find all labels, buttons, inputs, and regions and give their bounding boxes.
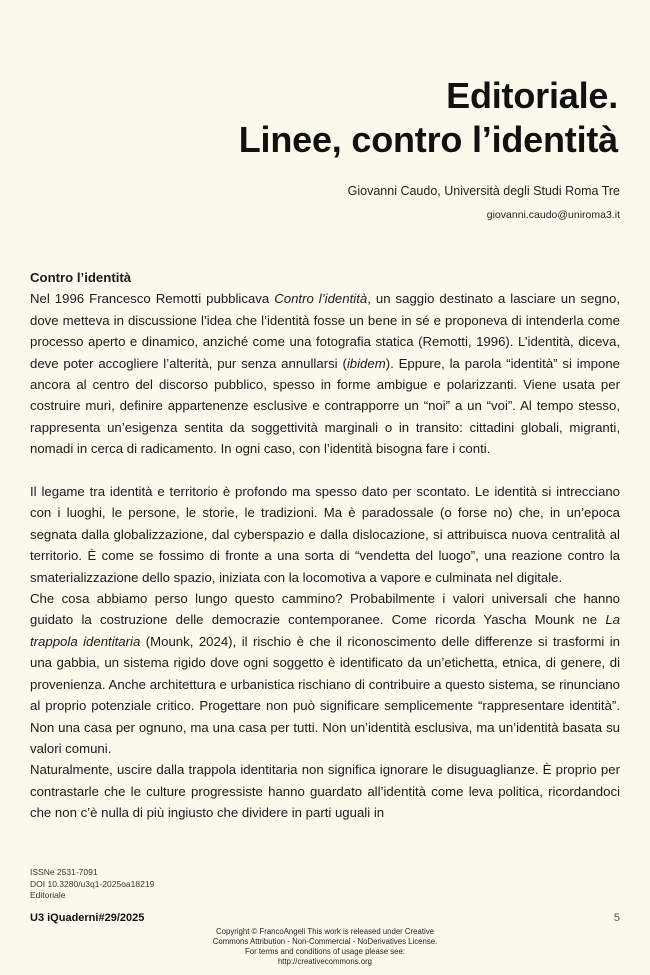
article-section: Editoriale xyxy=(30,890,66,900)
title-line-1: Editoriale. xyxy=(446,75,618,116)
section-heading: Contro l’identità xyxy=(30,270,132,285)
paragraph-1: Nel 1996 Francesco Remotti pubblicava Contro l’identità, un saggio destinato a lasciare un segno, dove metteva in discussione l’idea che l’identità fosse un bene in sé e proponeva di intenderla come processo aperto e dinamico, anziché come una fotografia statica (Remotti, 1996). L’identità, diceva, deve poter accogliere l’alterità, pur senza annullarsi (ibidem). Eppure, la parola “identità” si impone ancora al centro del discorso pubblico, spesso in forme ambigue e polarizzanti. Viene usata per costruire muri, definire appartenenze esclusive e contrapporre un “noi” a un “voi”. Al tempo stesso, rappresenta un’esigenza sentita da soggettività marginali o in transito: cittadini globali, migranti, nomadi in cerca di radicamento. In ogni caso, con l’identità bisogna fare i conti. xyxy=(30,291,621,457)
article-title xyxy=(239,74,618,162)
article-body xyxy=(30,267,620,824)
publication-info xyxy=(30,867,154,902)
paragraph-3: Che cosa abbiamo perso lungo questo cammino? Probabilmente i valori universali che hanno guidato la costruzione delle democrazie contemporanee. Come ricorda Yascha Mounk ne La trappola identitaria (Mounk, 2024), il rischio è che il riconoscimento delle differenze si trasformi in una gabbia, un sistema rigido dove ogni soggetto è identificato da un’etichetta, etnica, di genere, di provenienza. Anche architettura e urbanistica rischiano di contribuire a questo sistema, se rinunciano al proprio potenziale critico. Progettare non può significare semplicemente “rappresentare identità”. Non una casa per ognuno, ma una casa per tutti. Non un’identità esclusiva, ma un’identità basata su valori comuni. xyxy=(30,591,620,756)
ibidem-italic: ibidem xyxy=(346,355,386,371)
page-number: 5 xyxy=(613,912,620,924)
license-link[interactable]: http://creativecommons.org xyxy=(277,957,373,966)
paragraph-4: Naturalmente, uscire dalla trappola identitaria non significa ignorare le disuguaglianze. È proprio per contrastarle che le culture progressiste hanno guardato all’identità come leva politica, ricordandoci che non c’è nulla di più ingiusto che dividere in parti uguali in xyxy=(30,762,620,821)
doi: DOI 10.3280/u3q1-2025oa18219 xyxy=(30,878,155,889)
paragraph-2: Il legame tra identità e territorio è profondo ma spesso dato per scontato. Le identità si intrecciano con i luoghi, le persone, le storie, le tradizioni. Ma è paradossale (o forse no) che, in un’epoca segnata dalla globalizzazione, dal cyberspazio e dalla dislocazione, si attribuisca nuova centralità al territorio. È come se fossimo di fronte a una sorta di “vendetta del luogo”, una reazione contro la smaterializzazione dello spazio, iniziata con la locomotiva a vapore e culminata nel digitale. xyxy=(30,484,620,585)
issn: ISSNe 2531-7091 xyxy=(30,867,98,877)
author-affiliation: Giovanni Caudo, Università degli Studi Roma Tre xyxy=(347,184,620,198)
author-email: giovanni.caudo@uniroma3.it xyxy=(486,209,620,221)
book-title-italic: Contro l’identità xyxy=(274,291,368,307)
copyright-notice: Copyright © FrancoAngeli This work is released under Creative Commons Attribution - Non-Commercial - NoDerivatives License. For terms and conditions of usage please see: http://creativecommons.org xyxy=(175,927,475,967)
book-title-italic: La trappola identitaria xyxy=(30,612,620,649)
title-line-2: Linee, contro l’identità xyxy=(238,119,618,160)
journal-name: U3 iQuaderni#29/2025 xyxy=(30,912,145,924)
